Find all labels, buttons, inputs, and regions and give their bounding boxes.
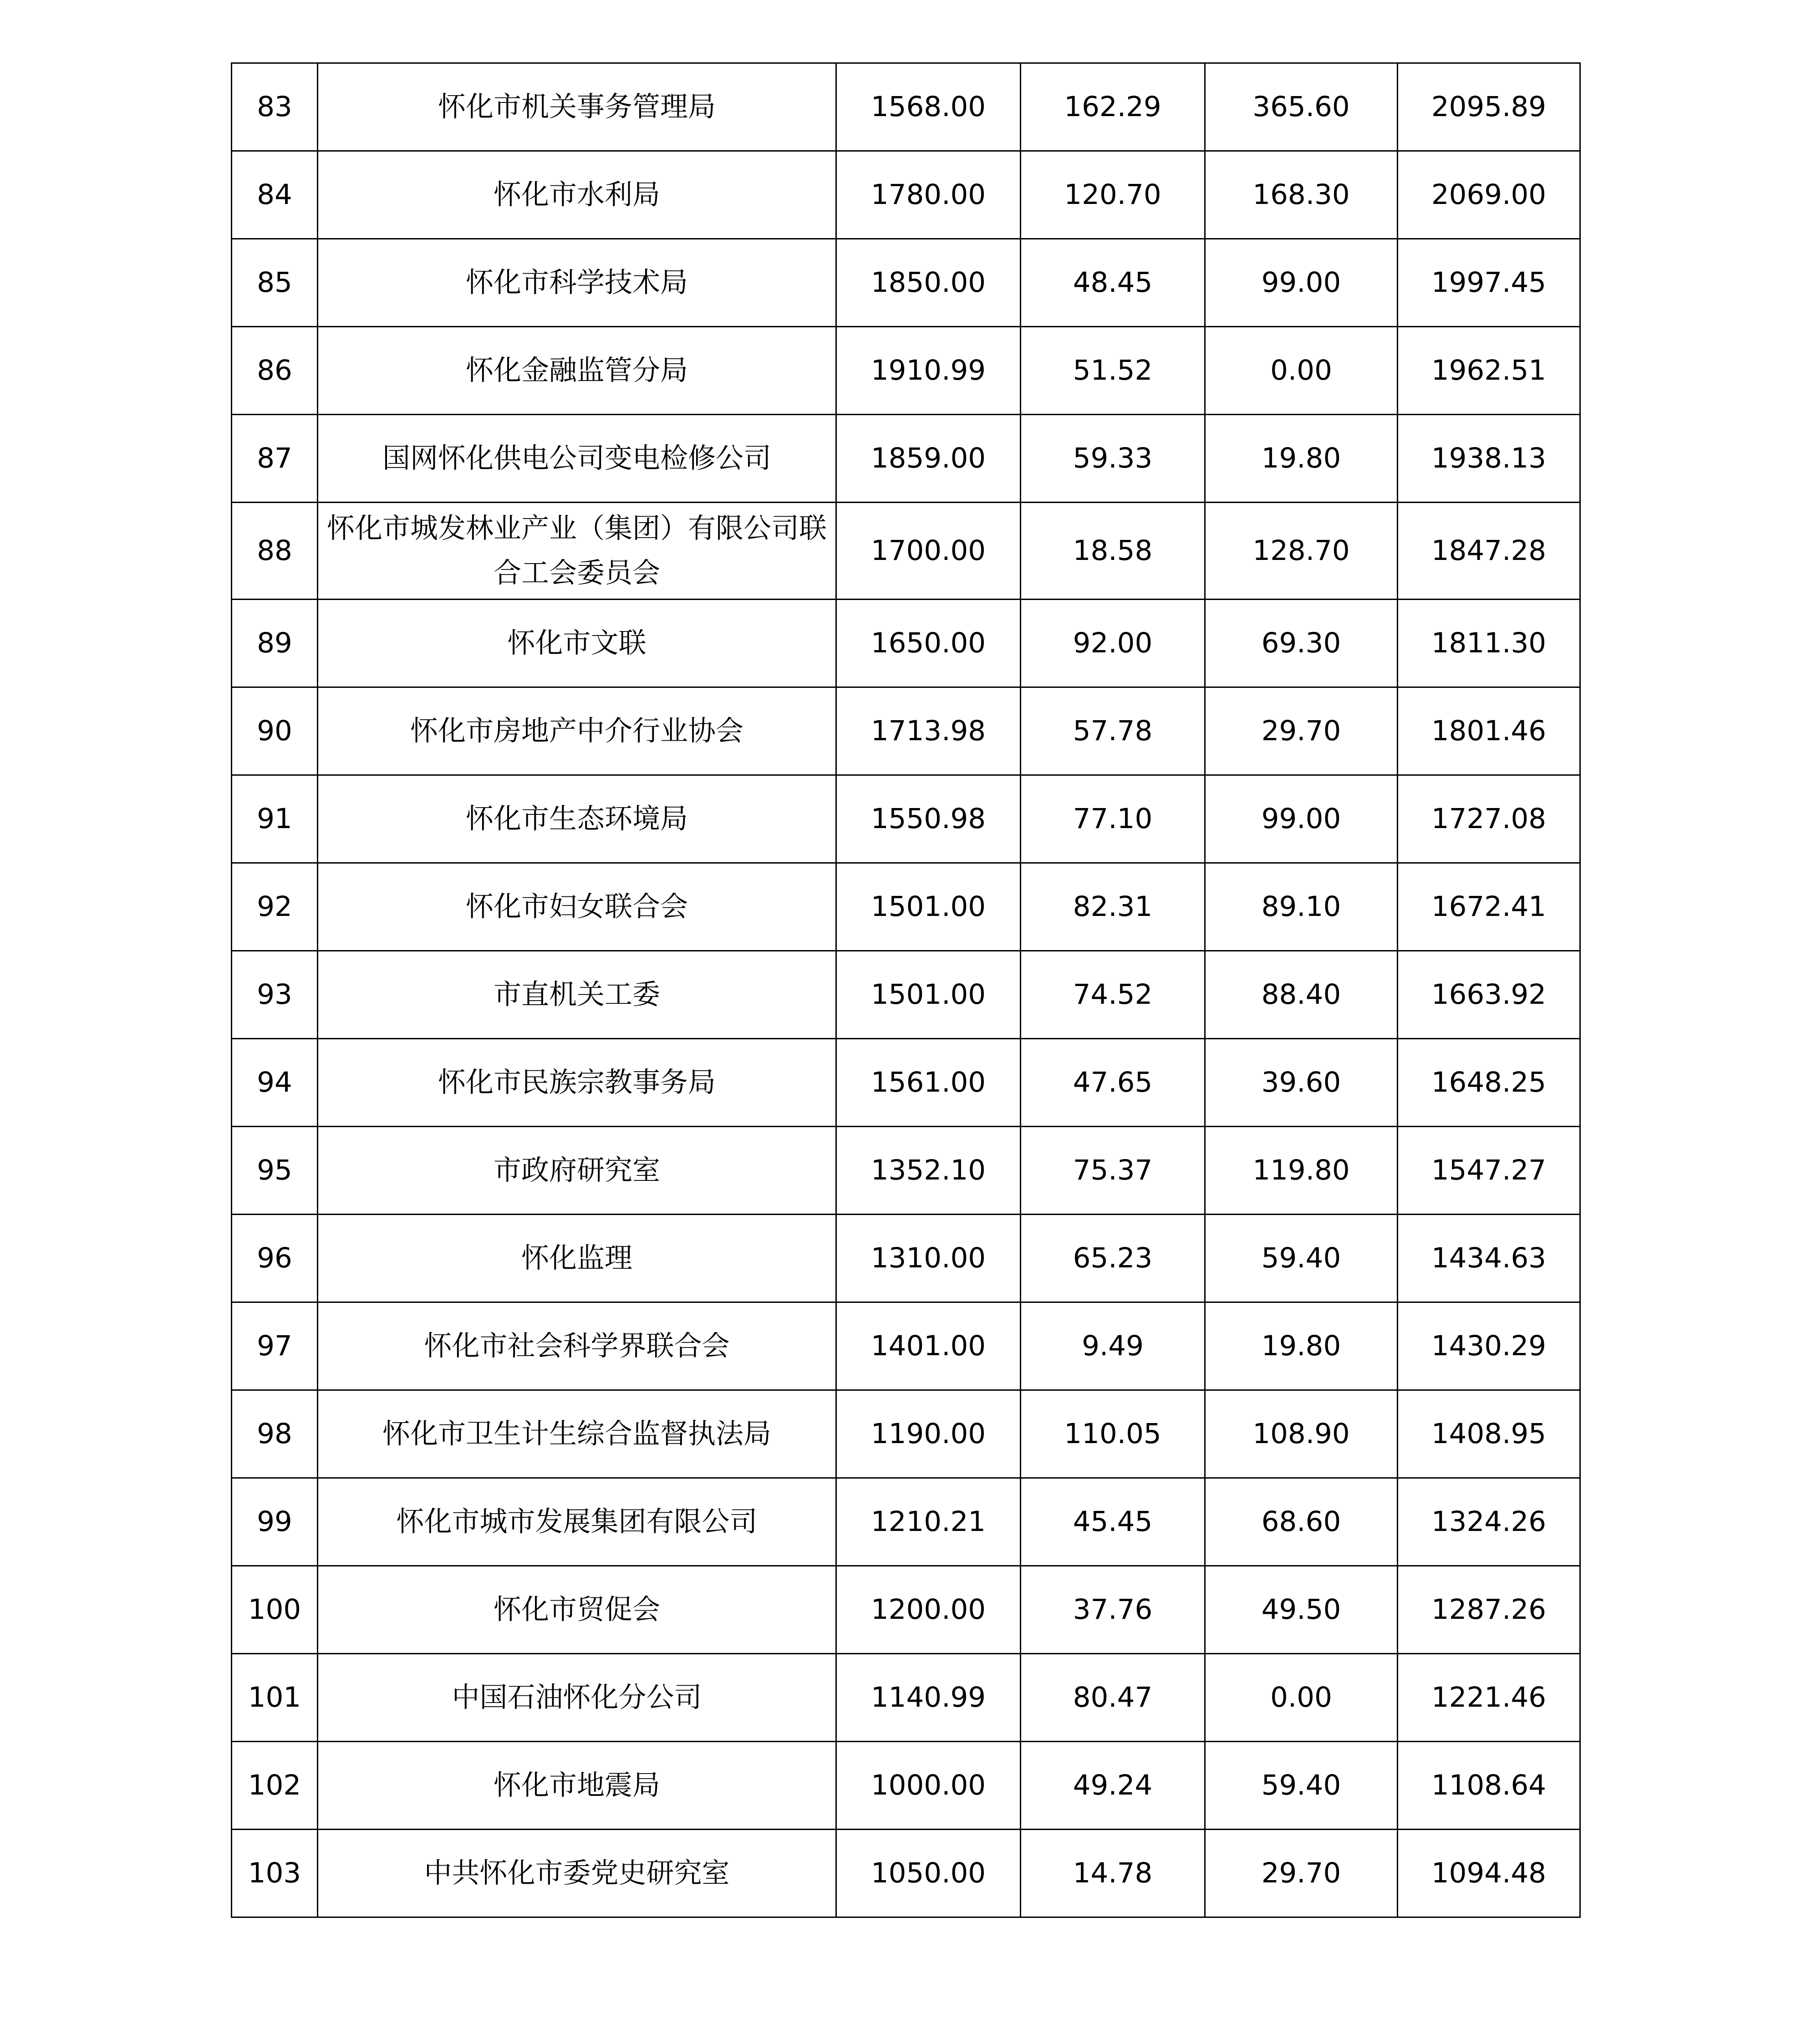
value-cell-2: 59.33 [1021,415,1205,503]
total-cell: 2069.00 [1398,151,1580,239]
table-row [232,1039,1580,1127]
row-number-cell: 91 [232,775,318,863]
value-cell-3: 69.30 [1205,600,1398,687]
table-row [232,687,1580,775]
total-cell: 1408.95 [1398,1390,1580,1478]
value-cell-1: 1859.00 [836,415,1021,503]
unit-name-cell: 怀化市水利局 [318,151,836,239]
data-table [231,62,1581,1918]
unit-name-cell: 怀化市民族宗教事务局 [318,1039,836,1127]
value-cell-1: 1780.00 [836,151,1021,239]
unit-name-cell: 中国石油怀化分公司 [318,1654,836,1742]
unit-name-cell: 怀化市文联 [318,600,836,687]
value-cell-1: 1000.00 [836,1742,1021,1830]
value-cell-3: 119.80 [1205,1127,1398,1215]
unit-name-cell: 怀化市城市发展集团有限公司 [318,1478,836,1566]
value-cell-3: 29.70 [1205,1830,1398,1917]
value-cell-3: 68.60 [1205,1478,1398,1566]
unit-name-cell: 怀化市妇女联合会 [318,863,836,951]
value-cell-2: 65.23 [1021,1215,1205,1302]
value-cell-2: 51.52 [1021,327,1205,415]
value-cell-1: 1550.98 [836,775,1021,863]
row-number-cell: 88 [232,503,318,600]
unit-name-cell: 市政府研究室 [318,1127,836,1215]
value-cell-2: 120.70 [1021,151,1205,239]
unit-name-cell: 怀化市生态环境局 [318,775,836,863]
total-cell: 1997.45 [1398,239,1580,327]
value-cell-1: 1200.00 [836,1566,1021,1654]
row-number-cell: 98 [232,1390,318,1478]
value-cell-1: 1050.00 [836,1830,1021,1917]
row-number-cell: 84 [232,151,318,239]
value-cell-3: 365.60 [1205,63,1398,151]
value-cell-2: 14.78 [1021,1830,1205,1917]
value-cell-2: 48.45 [1021,239,1205,327]
total-cell: 1811.30 [1398,600,1580,687]
total-cell: 1847.28 [1398,503,1580,600]
unit-name-cell: 怀化市贸促会 [318,1566,836,1654]
value-cell-2: 49.24 [1021,1742,1205,1830]
value-cell-3: 19.80 [1205,1302,1398,1390]
total-cell: 1962.51 [1398,327,1580,415]
total-cell: 2095.89 [1398,63,1580,151]
total-cell: 1938.13 [1398,415,1580,503]
value-cell-3: 0.00 [1205,327,1398,415]
unit-name-cell: 怀化市城发林业产业（集团）有限公司联合工会委员会 [318,503,836,600]
value-cell-1: 1561.00 [836,1039,1021,1127]
value-cell-2: 45.45 [1021,1478,1205,1566]
value-cell-2: 47.65 [1021,1039,1205,1127]
value-cell-2: 82.31 [1021,863,1205,951]
unit-name-cell: 怀化市科学技术局 [318,239,836,327]
unit-name-cell: 中共怀化市委党史研究室 [318,1830,836,1917]
value-cell-2: 37.76 [1021,1566,1205,1654]
row-number-cell: 102 [232,1742,318,1830]
unit-name-cell: 怀化监理 [318,1215,836,1302]
value-cell-2: 75.37 [1021,1127,1205,1215]
table-row [232,151,1580,239]
value-cell-3: 108.90 [1205,1390,1398,1478]
total-cell: 1672.41 [1398,863,1580,951]
table-row [232,1566,1580,1654]
value-cell-3: 88.40 [1205,951,1398,1039]
value-cell-1: 1850.00 [836,239,1021,327]
unit-name-cell: 怀化市机关事务管理局 [318,63,836,151]
table-row [232,775,1580,863]
table-row [232,1390,1580,1478]
row-number-cell: 95 [232,1127,318,1215]
table-row [232,1302,1580,1390]
value-cell-2: 77.10 [1021,775,1205,863]
value-cell-3: 19.80 [1205,415,1398,503]
table-body [232,63,1580,1917]
value-cell-3: 99.00 [1205,775,1398,863]
value-cell-1: 1352.10 [836,1127,1021,1215]
unit-name-cell: 市直机关工委 [318,951,836,1039]
table-row [232,1830,1580,1917]
row-number-cell: 103 [232,1830,318,1917]
row-number-cell: 89 [232,600,318,687]
unit-name-cell: 怀化市社会科学界联合会 [318,1302,836,1390]
total-cell: 1287.26 [1398,1566,1580,1654]
value-cell-1: 1190.00 [836,1390,1021,1478]
table-row [232,600,1580,687]
row-number-cell: 86 [232,327,318,415]
value-cell-1: 1910.99 [836,327,1021,415]
value-cell-3: 39.60 [1205,1039,1398,1127]
total-cell: 1094.48 [1398,1830,1580,1917]
total-cell: 1547.27 [1398,1127,1580,1215]
row-number-cell: 93 [232,951,318,1039]
table-row [232,1127,1580,1215]
row-number-cell: 90 [232,687,318,775]
total-cell: 1663.92 [1398,951,1580,1039]
value-cell-2: 110.05 [1021,1390,1205,1478]
value-cell-3: 128.70 [1205,503,1398,600]
row-number-cell: 92 [232,863,318,951]
row-number-cell: 83 [232,63,318,151]
value-cell-3: 168.30 [1205,151,1398,239]
total-cell: 1648.25 [1398,1039,1580,1127]
row-number-cell: 97 [232,1302,318,1390]
row-number-cell: 94 [232,1039,318,1127]
row-number-cell: 96 [232,1215,318,1302]
table-row [232,503,1580,600]
unit-name-cell: 国网怀化供电公司变电检修公司 [318,415,836,503]
value-cell-1: 1401.00 [836,1302,1021,1390]
table-row [232,863,1580,951]
value-cell-3: 99.00 [1205,239,1398,327]
value-cell-1: 1713.98 [836,687,1021,775]
total-cell: 1434.63 [1398,1215,1580,1302]
table-row [232,951,1580,1039]
row-number-cell: 99 [232,1478,318,1566]
table-row [232,415,1580,503]
table-row [232,1742,1580,1830]
table-row [232,327,1580,415]
table-row [232,1654,1580,1742]
value-cell-2: 80.47 [1021,1654,1205,1742]
row-number-cell: 87 [232,415,318,503]
value-cell-1: 1501.00 [836,863,1021,951]
value-cell-3: 59.40 [1205,1215,1398,1302]
value-cell-2: 162.29 [1021,63,1205,151]
value-cell-3: 49.50 [1205,1566,1398,1654]
value-cell-1: 1700.00 [836,503,1021,600]
row-number-cell: 100 [232,1566,318,1654]
value-cell-3: 29.70 [1205,687,1398,775]
row-number-cell: 85 [232,239,318,327]
value-cell-2: 9.49 [1021,1302,1205,1390]
table-row [232,1478,1580,1566]
unit-name-cell: 怀化市地震局 [318,1742,836,1830]
total-cell: 1430.29 [1398,1302,1580,1390]
value-cell-2: 18.58 [1021,503,1205,600]
total-cell: 1324.26 [1398,1478,1580,1566]
total-cell: 1108.64 [1398,1742,1580,1830]
unit-name-cell: 怀化市房地产中介行业协会 [318,687,836,775]
table-row [232,1215,1580,1302]
value-cell-1: 1650.00 [836,600,1021,687]
value-cell-2: 57.78 [1021,687,1205,775]
value-cell-2: 74.52 [1021,951,1205,1039]
table-row [232,239,1580,327]
table-row [232,63,1580,151]
value-cell-1: 1210.21 [836,1478,1021,1566]
value-cell-3: 0.00 [1205,1654,1398,1742]
value-cell-1: 1568.00 [836,63,1021,151]
total-cell: 1727.08 [1398,775,1580,863]
unit-name-cell: 怀化市卫生计生综合监督执法局 [318,1390,836,1478]
value-cell-3: 89.10 [1205,863,1398,951]
value-cell-3: 59.40 [1205,1742,1398,1830]
value-cell-1: 1140.99 [836,1654,1021,1742]
value-cell-1: 1310.00 [836,1215,1021,1302]
total-cell: 1801.46 [1398,687,1580,775]
total-cell: 1221.46 [1398,1654,1580,1742]
value-cell-2: 92.00 [1021,600,1205,687]
row-number-cell: 101 [232,1654,318,1742]
value-cell-1: 1501.00 [836,951,1021,1039]
unit-name-cell: 怀化金融监管分局 [318,327,836,415]
